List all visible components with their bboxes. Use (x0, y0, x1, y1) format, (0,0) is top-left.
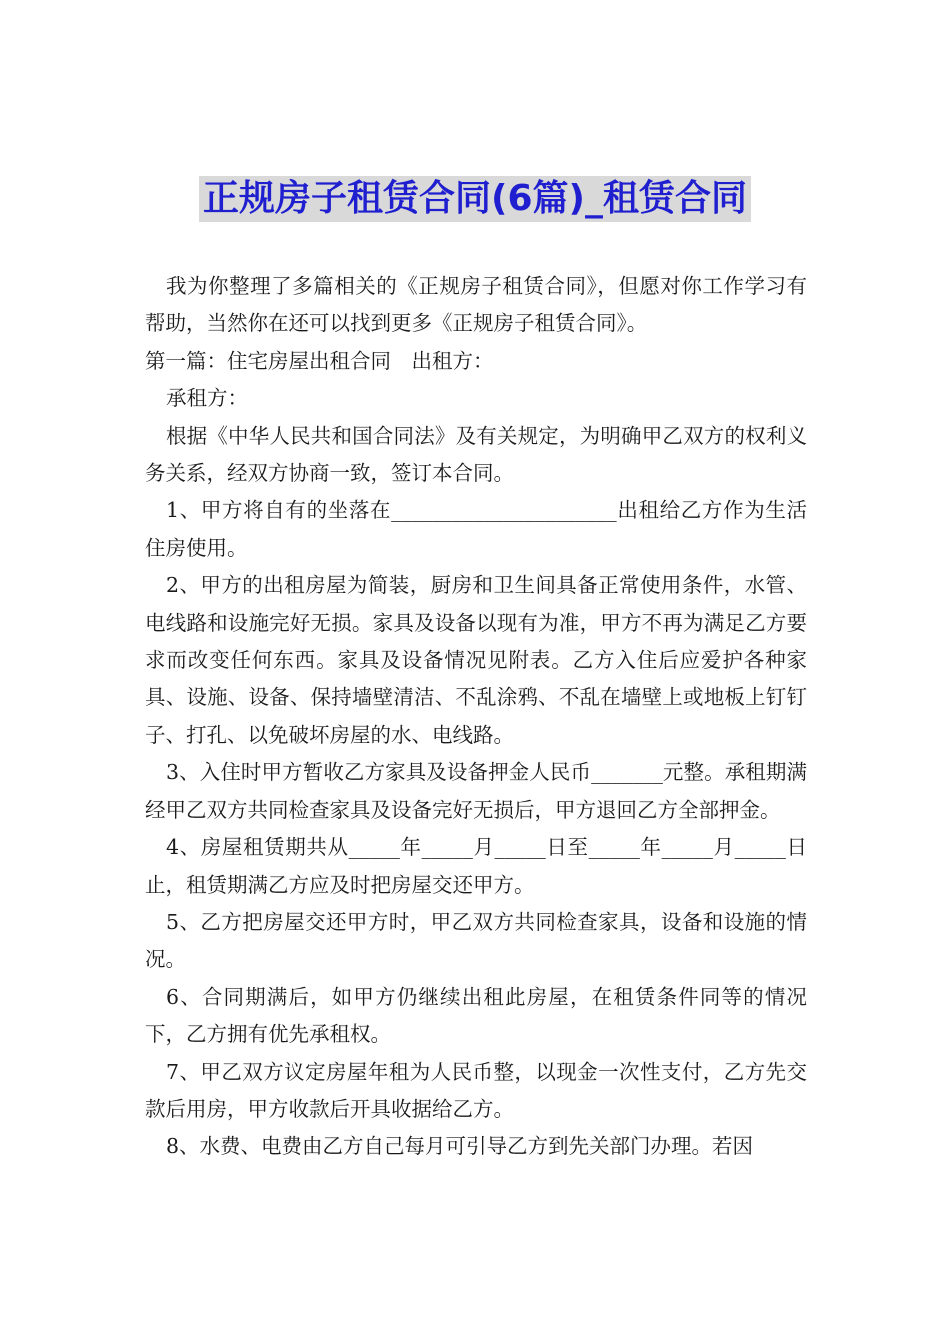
clause-4: 4、房屋租赁期共从_____年_____月_____日至_____年_____月_____日止，租赁期满乙方应及时把房屋交还甲方。 (145, 835, 807, 897)
clause-1: 1、甲方将自有的坐落在______________________出租给乙方作为生活住房使用。 (145, 498, 807, 560)
lessee-line: 承租方： (166, 386, 248, 411)
clause-5: 5、乙方把房屋交还甲方时，甲乙双方共同检查家具，设备和设施的情况。 (145, 909, 807, 972)
document-body (145, 268, 807, 1166)
clause-3: 3、入住时甲方暂收乙方家具及设备押金人民币_______元整。承租期满经甲乙双方共同检查家具及设备完好无损后，甲方退回乙方全部押金。 (145, 760, 807, 822)
clause-7: 7、甲乙双方议定房屋年租为人民币整，以现金一次性支付，乙方先交款后用房，甲方收款后开具收据给乙方。 (145, 1059, 807, 1121)
intro-paragraph: 我为你整理了多篇相关的《正规房子租赁合同》，但愿对你工作学习有帮助，当然你在还可以找到更多《正规房子租赁合同》。 (145, 274, 807, 336)
title-wrapper (0, 176, 950, 222)
preamble-paragraph: 根据《中华人民共和国合同法》及有关规定，为明确甲乙双方的权利义务关系，经双方协商一致，签订本合同。 (145, 423, 807, 486)
chapter-heading: 第一篇：住宅房屋出租合同 出租方： (145, 348, 494, 373)
document-title: 正规房子租赁合同(6篇)_租赁合同 (199, 176, 751, 222)
clause-6: 6、合同期满后，如甲方仍继续出租此房屋，在租赁条件同等的情况下，乙方拥有优先承租权。 (145, 984, 807, 1047)
clause-2: 2、甲方的出租房屋为简装，厨房和卫生间具备正常使用条件，水管、电线路和设施完好无损。家具及设备以现有为准，甲方不再为满足乙方要求而改变任何东西。家具及设备情况见附表。乙方入住后应爱护各种家具、设施、设备、保持墙壁清洁、不乱涂鸦、不乱在墙壁上或地板上钉钉子、打孔、以免破坏房屋的水、电线路。 (145, 573, 807, 747)
clause-8: 8、水费、电费由乙方自己每月可引导乙方到先关部门办理。若因 (166, 1134, 754, 1159)
